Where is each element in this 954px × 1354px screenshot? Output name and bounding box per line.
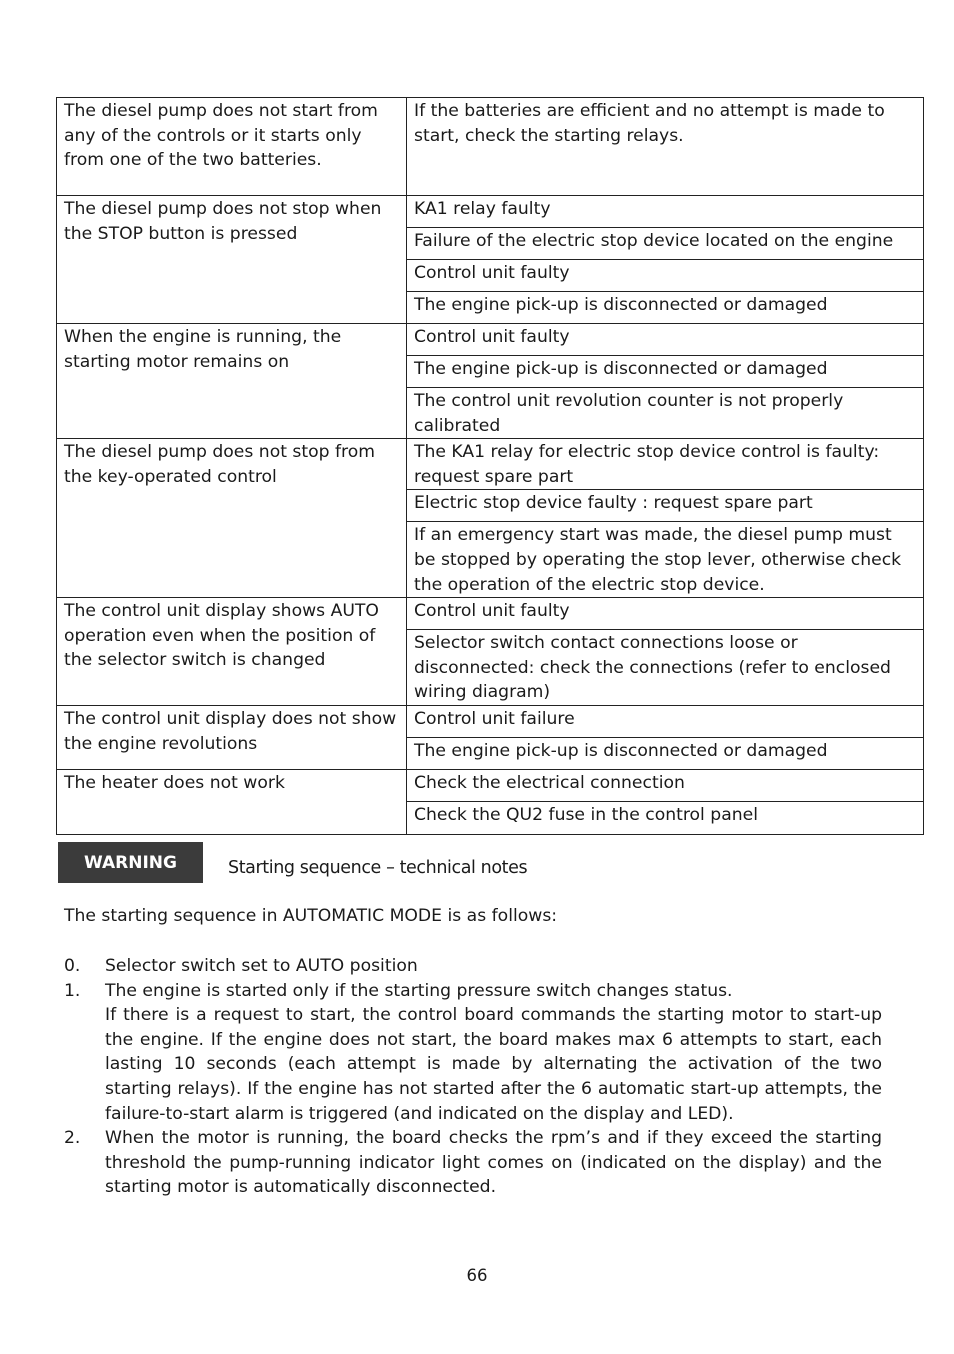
- cause-cell: If an emergency start was made, the diesel pump must be stopped by operating the stop lever, otherwise check the operation of the electric stop device.: [407, 522, 924, 598]
- starting-sequence-list: [64, 954, 882, 1200]
- intro-text: The starting sequence in AUTOMATIC MODE is as follows:: [64, 906, 558, 926]
- table-row: [57, 324, 924, 356]
- list-item: [64, 1126, 882, 1200]
- table-row: [57, 196, 924, 228]
- cause-cell: Selector switch contact connections loose or disconnected: check the connections (refer to enclosed wiring diagram): [407, 630, 924, 706]
- step-number: 2.: [64, 1128, 81, 1149]
- cause-cell: The control unit revolution counter is not properly calibrated: [407, 388, 924, 439]
- table-row: [57, 705, 924, 737]
- problem-cell: When the engine is running, the starting motor remains on: [57, 324, 407, 439]
- problem-cell: The control unit display does not show the engine revolutions: [57, 705, 407, 769]
- cause-cell: Failure of the electric stop device located on the engine: [407, 228, 924, 260]
- step-text: When the motor is running, the board checks the rpm’s and if they exceed the starting threshold the pump-running indicator light comes on (indicated on the display) and the starting motor is automatically disconnected.: [105, 1128, 882, 1198]
- cause-cell: Control unit faulty: [407, 598, 924, 630]
- cause-cell: Control unit faulty: [407, 324, 924, 356]
- cause-cell: Check the electrical connection: [407, 769, 924, 801]
- section-title: Starting sequence – technical notes: [228, 858, 528, 878]
- cause-cell: If the batteries are efficient and no attempt is made to start, check the starting relays.: [407, 98, 924, 196]
- problem-cell: The heater does not work: [57, 769, 407, 834]
- step-number: 0.: [64, 956, 81, 976]
- cause-cell: KA1 relay faulty: [407, 196, 924, 228]
- problem-cell: The control unit display shows AUTO operation even when the position of the selector switch is changed: [57, 598, 407, 706]
- cause-cell: The engine pick-up is disconnected or damaged: [407, 292, 924, 324]
- table-row: [57, 98, 924, 196]
- problem-cell: The diesel pump does not stop when the STOP button is pressed: [57, 196, 407, 324]
- cause-cell: The KA1 relay for electric stop device control is faulty: request spare part: [407, 439, 924, 490]
- cause-cell: The engine pick-up is disconnected or damaged: [407, 737, 924, 769]
- problem-cell: The diesel pump does not stop from the key-operated control: [57, 439, 407, 598]
- table-row: [57, 439, 924, 490]
- cause-cell: Control unit faulty: [407, 260, 924, 292]
- problem-cell: The diesel pump does not start from any of the controls or it starts only from one of the two batteries.: [57, 98, 407, 196]
- warning-badge: WARNING: [58, 842, 203, 883]
- cause-cell: Electric stop device faulty : request spare part: [407, 490, 924, 522]
- step-number: 1.: [64, 980, 81, 1001]
- table-row: [57, 769, 924, 801]
- list-item: [64, 954, 882, 979]
- step-text: The engine is started only if the starting pressure switch changes status.: [105, 980, 733, 1001]
- step-text: Selector switch set to AUTO position: [105, 956, 418, 976]
- table-row: [57, 598, 924, 630]
- page-number: 66: [466, 1266, 488, 1285]
- cause-cell: The engine pick-up is disconnected or damaged: [407, 356, 924, 388]
- step-text: If there is a request to start, the control board commands the starting motor to start-up the engine. If the engine does not start, the board makes max 6 attempts to start, each lasting 10 seconds (each attempt is made by alternating the activation of the two starting relays). If the engine has not started after the 6 automatic start-up attempts, the failure-to-start alarm is triggered (and indicated on the display and LED).: [105, 1005, 882, 1124]
- cause-cell: Check the QU2 fuse in the control panel: [407, 801, 924, 834]
- list-item: [64, 979, 882, 1127]
- cause-cell: Control unit failure: [407, 705, 924, 737]
- troubleshooting-table: [56, 97, 924, 835]
